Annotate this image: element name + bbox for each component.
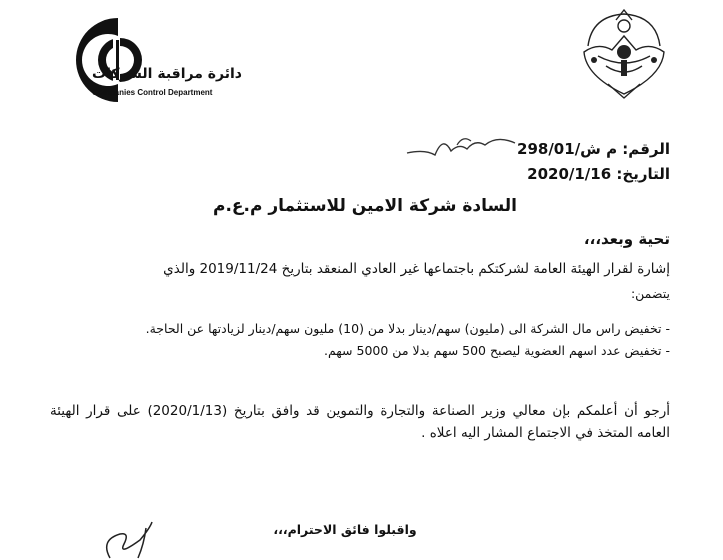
reference-number: الرقم: م ش/298/01 <box>517 140 670 158</box>
jordan-coat-of-arms-icon <box>578 6 670 102</box>
logo-english-name: Companies Control Department <box>92 88 213 97</box>
handwritten-annotation-icon <box>405 125 525 165</box>
closing-line: واقبلوا فائق الاحترام،،، <box>273 522 417 537</box>
list-item: - تخفيض عدد اسهم العضوية ليصبح 500 سهم بدلا من 5000 سهم. <box>324 343 670 358</box>
paragraph-1-tail: يتضمن: <box>630 286 670 301</box>
paragraph-2: أرجو أن أعلمكم بإن معالي وزير الصناعة والتجارة والتموين قد وافق بتاريخ (2020/1/13) على قرار الهيئة العامه المتخذ في الاجتماع المشار اليه اعلاه . <box>50 403 670 441</box>
greeting: تحية وبعد،،، <box>583 230 670 248</box>
signature-icon <box>80 520 190 560</box>
list-item: - تخفيض راس مال الشركة الى (مليون) سهم/دينار بدلا من (10) مليون سهم/دينار لزيادتها عن الحاجة. <box>145 321 670 336</box>
document-date: التاريخ: 2020/1/16 <box>527 165 670 183</box>
addressee: السادة شركة الامين للاستثمار م.ع.م <box>213 196 517 216</box>
paragraph-1: إشارة لقرار الهيئة العامة لشركتكم باجتماعها غير العادي المنعقد بتاريخ 2019/11/24 والذي <box>163 261 670 277</box>
logo-arabic-name: دائرة مراقبة الشركات <box>92 66 242 82</box>
